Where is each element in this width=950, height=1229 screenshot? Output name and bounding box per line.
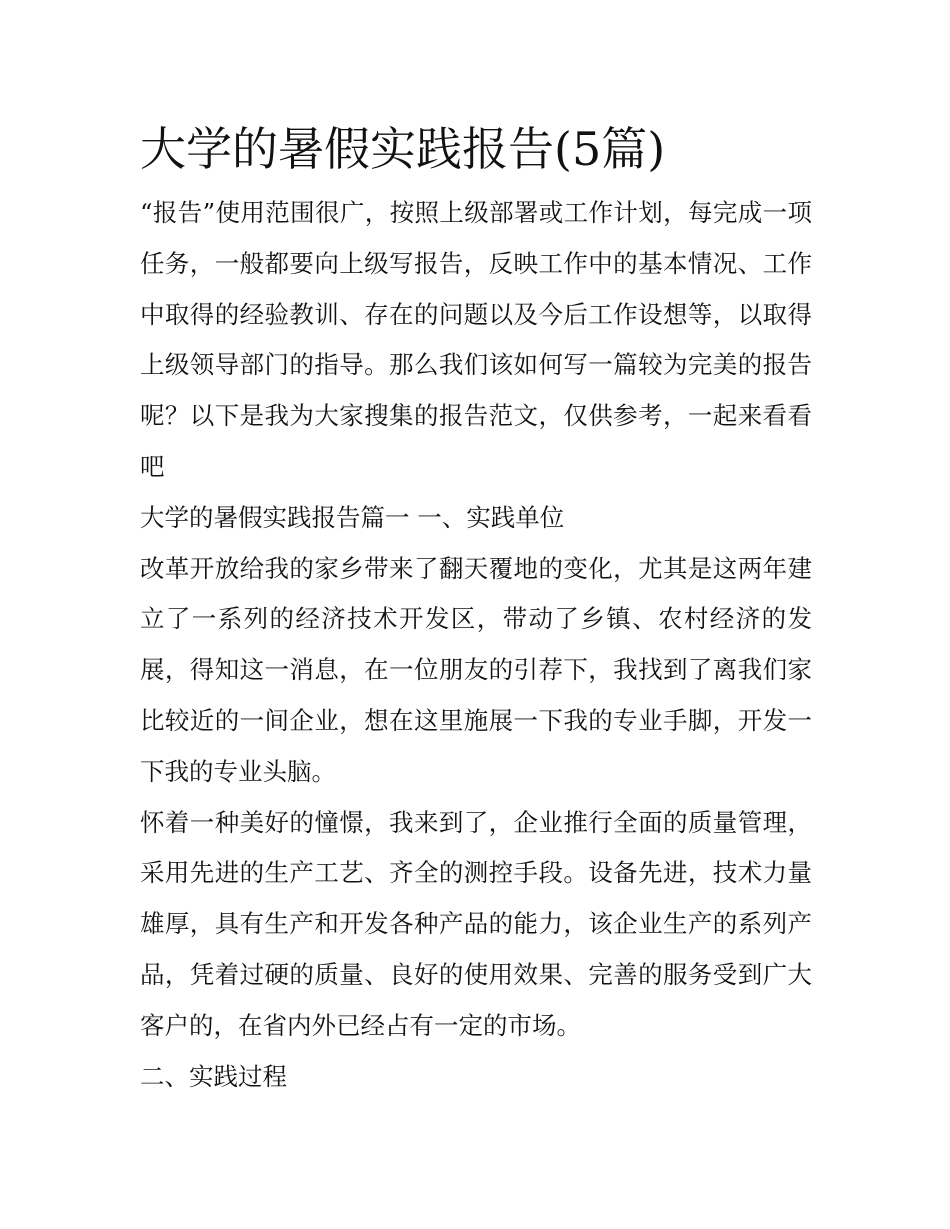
section-heading-practice-process: 二、实践过程 bbox=[140, 1061, 287, 1091]
section-heading-practice-unit: 大学的暑假实践报告篇一 一、实践单位 bbox=[140, 502, 565, 532]
document-title: 大学的暑假实践报告(5篇) bbox=[140, 122, 666, 176]
body-paragraph-hometown: 改革开放给我的家乡带来了翻天覆地的变化，尤其是这两年建立了一系列的经济技术开发区，带动了乡镇、农村经济的发展，得知这一消息，在一位朋友的引荐下，我找到了离我们家比较近的一间企业，想在这里施展一下我的专业手脚，开发一下我的专业头脑。 bbox=[140, 553, 812, 786]
body-paragraph-enterprise: 怀着一种美好的憧憬，我来到了，企业推行全面的质量管理，采用先进的生产工艺、齐全的测控手段。设备先进，技术力量雄厚，具有生产和开发各种产品的能力，该企业生产的系列产品，凭着过硬的质量、良好的使用效果、完善的服务受到广大客户的，在省内外已经占有一定的市场。 bbox=[140, 807, 812, 1040]
document-body bbox=[140, 118, 812, 1102]
intro-paragraph: “报告”使用范围很广，按照上级部署或工作计划，每完成一项任务，一般都要向上级写报告，反映工作中的基本情况、工作中取得的经验教训、存在的问题以及今后工作设想等，以取得上级领导部门的指导。那么我们该如何写一篇较为完美的报告呢？以下是我为大家搜集的报告范文，仅供参考，一起来看看吧 bbox=[140, 198, 812, 481]
